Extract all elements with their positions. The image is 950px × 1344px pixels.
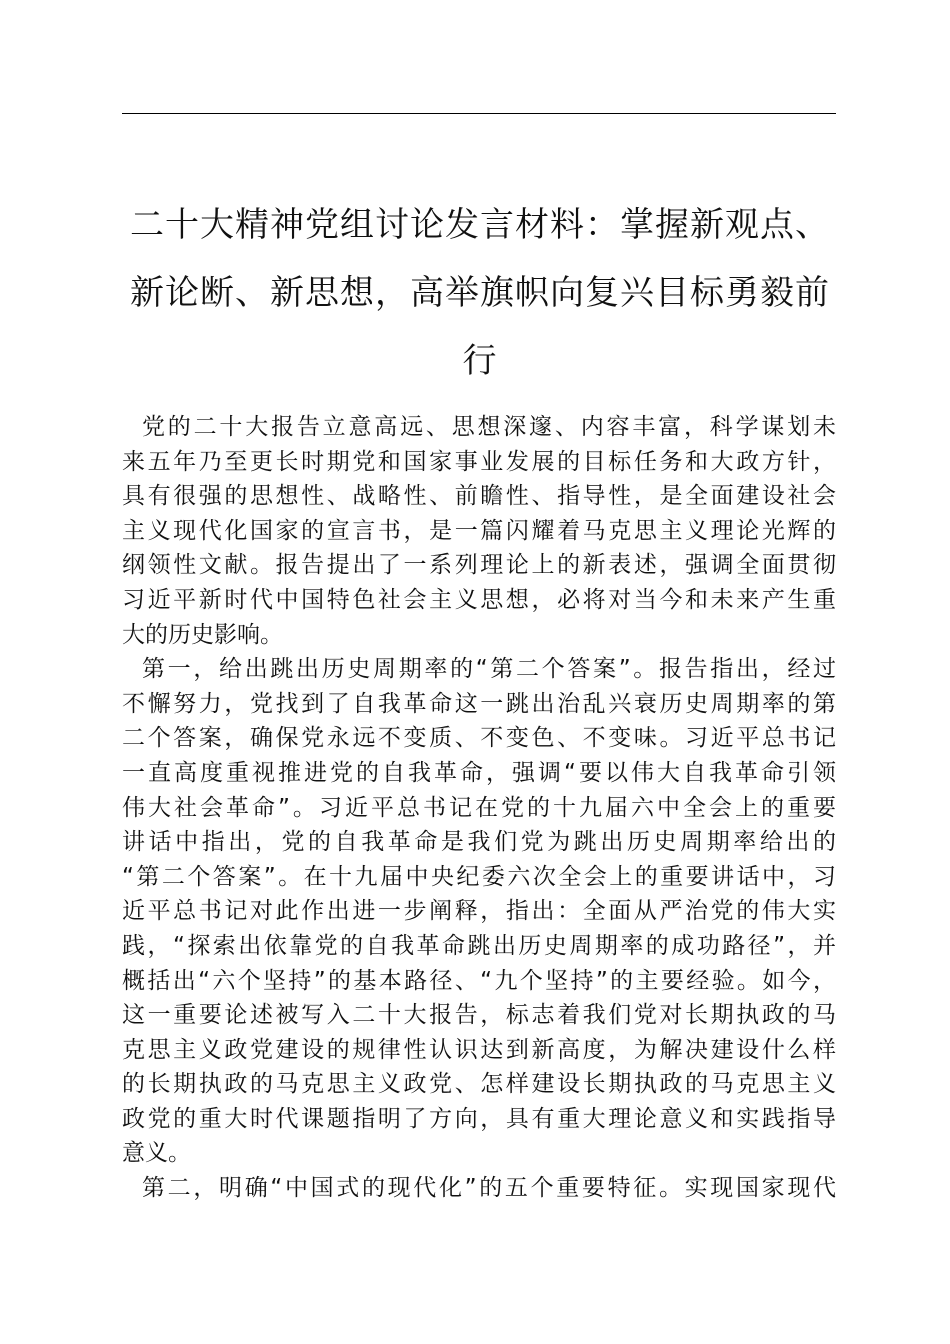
text-line: 伟大社会革命”。习近平总书记在党的十九届六中全会上的重要 (122, 794, 836, 821)
text-line: 践，“探索出依靠党的自我革命跳出历史周期率的成功路径”，并 (122, 932, 836, 959)
text-line: 近平总书记对此作出进一步阐释，指出：全面从严治党的伟大实 (122, 898, 836, 925)
title-line: 新论断、新思想，高举旗帜向复兴目标勇毅前 (130, 272, 830, 313)
text-line: 纲领性文献。报告提出了一系列理论上的新表述，强调全面贯彻 (122, 552, 836, 579)
title-line: 二十大精神党组讨论发言材料：掌握新观点、 (130, 204, 830, 245)
paragraph-second-point (122, 1171, 836, 1206)
text-line: 概括出“六个坚持”的基本路径、“九个坚持”的主要经验。如今， (122, 967, 836, 994)
text-line: 来五年乃至更长时期党和国家事业发展的目标任务和大政方针， (122, 448, 836, 475)
text-line: 克思主义政党建设的规律性认识达到新高度，为解决建设什么样 (122, 1036, 836, 1063)
text-line: 党的二十大报告立意高远、思想深邃、内容丰富，科学谋划未 (142, 414, 836, 440)
text-line: 第二，明确“中国式的现代化”的五个重要特征。实现国家现代 (142, 1175, 836, 1202)
text-line: 不懈努力，党找到了自我革命这一跳出治乱兴衰历史周期率的第 (122, 690, 836, 717)
text-line: 主义现代化国家的宣言书，是一篇闪耀着马克思主义理论光辉的 (122, 517, 836, 544)
text-line: 意义。 (122, 1140, 191, 1167)
text-line: “第二个答案”。在十九届中央纪委六次全会上的重要讲话中，习 (122, 863, 836, 890)
header-rule (122, 113, 836, 114)
text-line: 的长期执政的马克思主义政党、怎样建设长期执政的马克思主义 (122, 1071, 836, 1098)
text-line: 政党的重大时代课题指明了方向，具有重大理论意义和实践指导 (122, 1105, 836, 1132)
document-title (110, 191, 850, 395)
paragraph-intro (122, 410, 836, 652)
text-line: 讲话中指出，党的自我革命是我们党为跳出历史周期率给出的 (122, 829, 836, 856)
paragraph-first-point (122, 652, 836, 1171)
text-line: 一直高度重视推进党的自我革命，强调“要以伟大自我革命引领 (122, 759, 836, 786)
text-line: 第一，给出跳出历史周期率的“第二个答案”。报告指出，经过 (142, 656, 836, 683)
text-line: 大的历史影响。 (122, 621, 283, 648)
text-line: 二个答案，确保党永远不变质、不变色、不变味。习近平总书记 (122, 725, 836, 752)
title-line: 行 (462, 340, 498, 381)
text-line: 习近平新时代中国特色社会主义思想，必将对当今和未来产生重 (122, 586, 836, 613)
document-body (122, 410, 836, 1206)
text-line: 这一重要论述被写入二十大报告，标志着我们党对长期执政的马 (122, 1002, 836, 1029)
text-line: 具有很强的思想性、战略性、前瞻性、指导性，是全面建设社会 (122, 483, 836, 510)
